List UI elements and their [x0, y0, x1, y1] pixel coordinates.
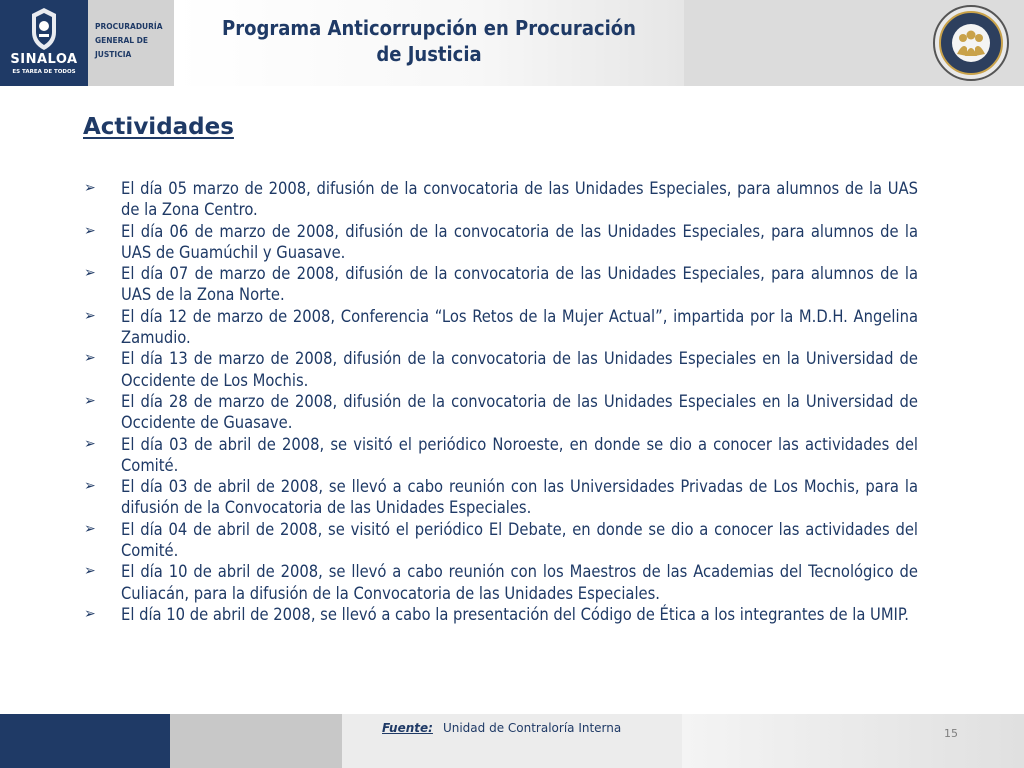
activity-text: El día 06 de marzo de 2008, difusión de la convocatoria de las Unidades Especiales, para alumnos de la UAS de Guamúchil y Guasave.: [121, 221, 918, 262]
footer-band-gray: [170, 714, 342, 768]
page-number: 15: [944, 727, 958, 740]
page-title: [174, 15, 684, 67]
arrow-bullet-icon: ➢: [84, 435, 96, 452]
org-name-line: JUSTICIA: [95, 50, 132, 59]
activity-text: El día 05 marzo de 2008, difusión de la convocatoria de las Unidades Especiales, para alumnos de la UAS de la Zona Centro.: [121, 179, 918, 220]
list-item: [84, 178, 918, 221]
arrow-bullet-icon: ➢: [84, 605, 96, 622]
list-item: [84, 306, 918, 349]
pgj-seal-icon: [932, 4, 1010, 82]
activity-text: El día 07 de marzo de 2008, difusión de la convocatoria de las Unidades Especiales, para alumnos de la UAS de la Zona Norte.: [121, 264, 918, 305]
activity-text: El día 03 de abril de 2008, se llevó a cabo reunión con las Universidades Privadas de Los Mochis, para la difusión de la Convocatoria de las Unidades Especiales.: [121, 477, 918, 518]
page-title-line: de Justicia: [376, 42, 482, 66]
activity-text: El día 12 de marzo de 2008, Conferencia “Los Retos de la Mujer Actual”, impartida por la M.D.H. Angelina Zamudio.: [121, 306, 918, 348]
section-heading: Actividades: [83, 114, 234, 140]
arrow-bullet-icon: ➢: [84, 222, 96, 239]
activity-text: El día 10 de abril de 2008, se llevó a cabo reunión con los Maestros de las Academias del Tecnológico de Culiacán, para la difusión de la Convocatoria de las Unidades Especiales.: [121, 562, 918, 603]
state-crest-icon: [28, 6, 60, 52]
state-name: SINALOA: [10, 52, 78, 67]
arrow-bullet-icon: ➢: [84, 307, 96, 324]
activity-text: El día 03 de abril de 2008, se visitó el periódico Noroeste, en donde se dio a conocer las actividades del Comité.: [121, 434, 918, 475]
list-item: [84, 391, 918, 434]
activity-text: El día 28 de marzo de 2008, difusión de la convocatoria de las Unidades Especiales en la Universidad de Occidente de Guasave.: [121, 391, 918, 433]
activity-text: El día 10 de abril de 2008, se llevó a cabo la presentación del Código de Ética a los integrantes de la UMIP.: [121, 604, 909, 624]
arrow-bullet-icon: ➢: [84, 180, 96, 196]
list-item: [84, 561, 918, 604]
list-item: [84, 604, 918, 625]
org-name-block: [88, 0, 174, 86]
page-title-line: Programa Anticorrupción en Procuración: [222, 16, 636, 40]
source-value: Unidad de Contraloría Interna: [442, 721, 622, 735]
source-note: [382, 721, 621, 735]
state-logo-block: [0, 0, 88, 86]
arrow-bullet-icon: ➢: [84, 520, 96, 537]
source-label: Fuente:: [382, 721, 433, 735]
list-item: [84, 348, 918, 391]
arrow-bullet-icon: ➢: [84, 563, 96, 580]
activity-text: El día 04 de abril de 2008, se visitó el periódico El Debate, en donde se dio a conocer las actividades del Comité.: [121, 519, 918, 561]
title-block: [174, 0, 684, 86]
org-name-line: PROCURADURÍA: [95, 22, 163, 31]
list-item: [84, 263, 918, 306]
arrow-bullet-icon: ➢: [84, 350, 96, 367]
activity-text: El día 13 de marzo de 2008, difusión de la convocatoria de las Unidades Especiales en la Universidad de Occidente de Los Mochis.: [121, 349, 918, 390]
list-item: [84, 434, 918, 477]
footer-band-gradient: [682, 714, 1024, 768]
arrow-bullet-icon: ➢: [84, 392, 96, 409]
footer-band-navy: [0, 714, 170, 768]
list-item: [84, 221, 918, 264]
activities-list: [84, 178, 918, 625]
state-tagline: ES TAREA DE TODOS: [12, 69, 76, 75]
arrow-bullet-icon: ➢: [84, 265, 96, 282]
org-name-line: GENERAL DE: [95, 36, 148, 45]
list-item: [84, 519, 918, 562]
list-item: [84, 476, 918, 519]
arrow-bullet-icon: ➢: [84, 478, 96, 495]
